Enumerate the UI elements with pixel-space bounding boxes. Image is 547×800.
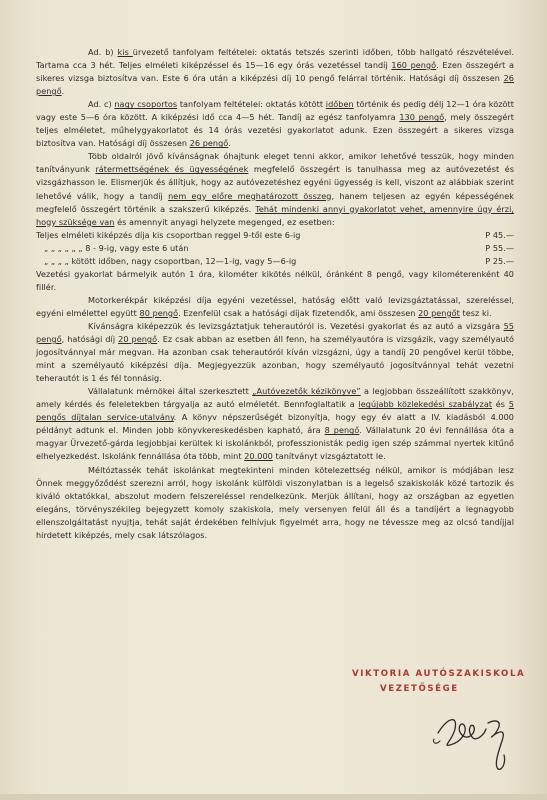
- price-row: „ „ „ „ kötött időben, nagy csoportban, 12—1-ig, vagy 5—6-ig P 25.—: [36, 255, 514, 268]
- paragraph-driving-practice: Vezetési gyakorlat bármelyik autón 1 óra, kilométer kikötés nélkül, óránként 8 pengő, vagy kilométerenként 40 fillér.: [36, 268, 514, 292]
- paragraph-small-course: Ad. b) kis ürvezető tanfolyam feltételei: oktatás tetszés szerinti időben, több hallgató részvételével. Tartama cca 3 hét. Teljes elméleti kiképzéssel és 15—16 egy órás vezetéssel tandíj 160 pengő. Ezen összegért a sikeres vizsga biztosítva van. Este 6 óra után a kiképzési díj 10 pengő felárral történik. Hatósági díj összesen 26 pengő.: [36, 47, 514, 97]
- price-value: P 55.—: [485, 242, 514, 253]
- management-label: VEZETŐSÉGE: [380, 684, 459, 694]
- page-bottom-edge: [0, 794, 547, 800]
- signature-block: [352, 669, 526, 694]
- school-name: VIKTORIA AUTÓSZAKISKOLA: [352, 669, 526, 679]
- price-value: P 25.—: [485, 255, 514, 266]
- price-value: P 45.—: [485, 229, 514, 240]
- paragraph-truck: Kívánságra kiképezzük és levizsgáztatjuk teherautóról is. Vezetési gyakorlat és az autó a vizsgára 55 pengő, hatósági díj 20 pengő. Ez csak abban az esetben áll fenn, ha személyautóra is vizsgázik, vagy személyautó jogosítvánnyal már megvan. Ha azonban csak teherautóról kíván vizsgázni, úgy a tandíj 20 pengővel kerül többe, mint a személyautó kiképzési díja. Megjegyezzük azonban, hogy személyautó jogosítvánnyal tehát vezetni teherautót is 1 és fél tonnásig.: [36, 320, 514, 384]
- paragraph-motorcycle: Motorkerékpár kiképzési díja egyéni vezetéssel, hatóság előtt való levizsgáztatással, szereléssel, egyéni elmélettel együtt 80 pengő. Ezenfelül csak a hatósági díjak fizetendők, ami összesen 20 pengőt tesz ki.: [36, 294, 514, 318]
- price-row: „ „ „ „ „ „ 8 - 9-ig, vagy este 6 után P 55.—: [36, 242, 514, 255]
- body-text: [36, 46, 514, 542]
- paragraph-group-course: Ad. c) nagy csoportos tanfolyam feltételei: oktatás kötött időben történik és pedig délj 12—1 óra között vagy este 5—6 óra között. A kiképzési idő cca 4—5 hét. Tandíj az egész tanfolyamra 130 pengő, mely összegért teljes elméletet, műhelygyakorlatot és 14 órás vezetési gyakorlatot adunk. Ezen összegért a sikeres vizsga biztosítva van. Hatósági díj összesen 26 pengő.: [36, 99, 514, 149]
- paragraph-handbook: Vállalatunk mérnökei által szerkesztett „Autóvezetők kézikönyve” a legjobban összeállított szakkönyv, amely kérdés és feleletekben tárgyalja az autó elméletét. Bennfoglaltatik a legújabb közlekedési szabályzat és 5 pengős díjtalan service-utalvány. A könyv népszerűségét bizonyítja, hogy egy év alatt a IV. kiadásból 4.000 példányt adtunk el. Minden jobb könyvkereskedésben kapható, ára 8 pengő. Vállalatunk 20 évi fennállása óta a magyar Ürvezető-gárda legjobbjai kerültek ki iskolánkból, professzionisták pedig igen szép számmal nyertek kitűnő elhelyezkedést. Iskolánk fennállása óta több, mint 20.000 tanítványt vizsgáztatott le.: [36, 386, 514, 462]
- handwritten-signature-icon: [428, 695, 528, 785]
- price-row: Teljes elméleti kiképzés díja kis csoportban reggel 9-től este 6-ig P 45.—: [36, 229, 514, 242]
- paragraph-flexible-fee: Több oldalról jövő kívánságnak óhajtunk eleget tenni akkor, amikor lehetővé tesszük, hogy minden tanítványunk rátermettségének és ügyességének megfelelő összegért is tanulhassa meg az autóvezetést és vizsgázhasson le. Elismerjük és állítjuk, hogy az autóvezetéshez egyéni ügyesség is kell, viszont az alábbiak szerint lehetővé válik, hogy a tandíj nem egy előre meghatározott összeg, hanem teljesen az egyén képességének megfelelő összegért történik a szakszerű kiképzés. Tehát mindenki annyi gyakorlatot vehet, amennyire úgy érzi, hogy szüksége van és amennyit anyagi helyzete megenged, ez esetben:: [36, 151, 515, 227]
- paragraph-invitation: Méltóztassék tehát iskolánkat megtekinteni minden kötelezettség nélkül, amikor is módjában lesz Önnek meggyőződést szerezni arról, hogy iskolánk külföldi viszonylatban is a legelső szakiskolák közé tartozik és kiváló oktatókkal, abszolut modern felszereléssel rendelkezünk. Merjük állítani, hogy az országban az egyetlen elegáns, törvényszékileg bejegyzett komoly szakiskola, mely versenyen felül áll és a tandíjért a legnagyobb ellenszolgáltatást nyujtja, tehát saját érdekében felhívjuk figyelmét arra, hogy ne tévessze meg az olcsó tandíjjal hirdetett kiképzés, mely csak látszólagos.: [36, 464, 514, 540]
